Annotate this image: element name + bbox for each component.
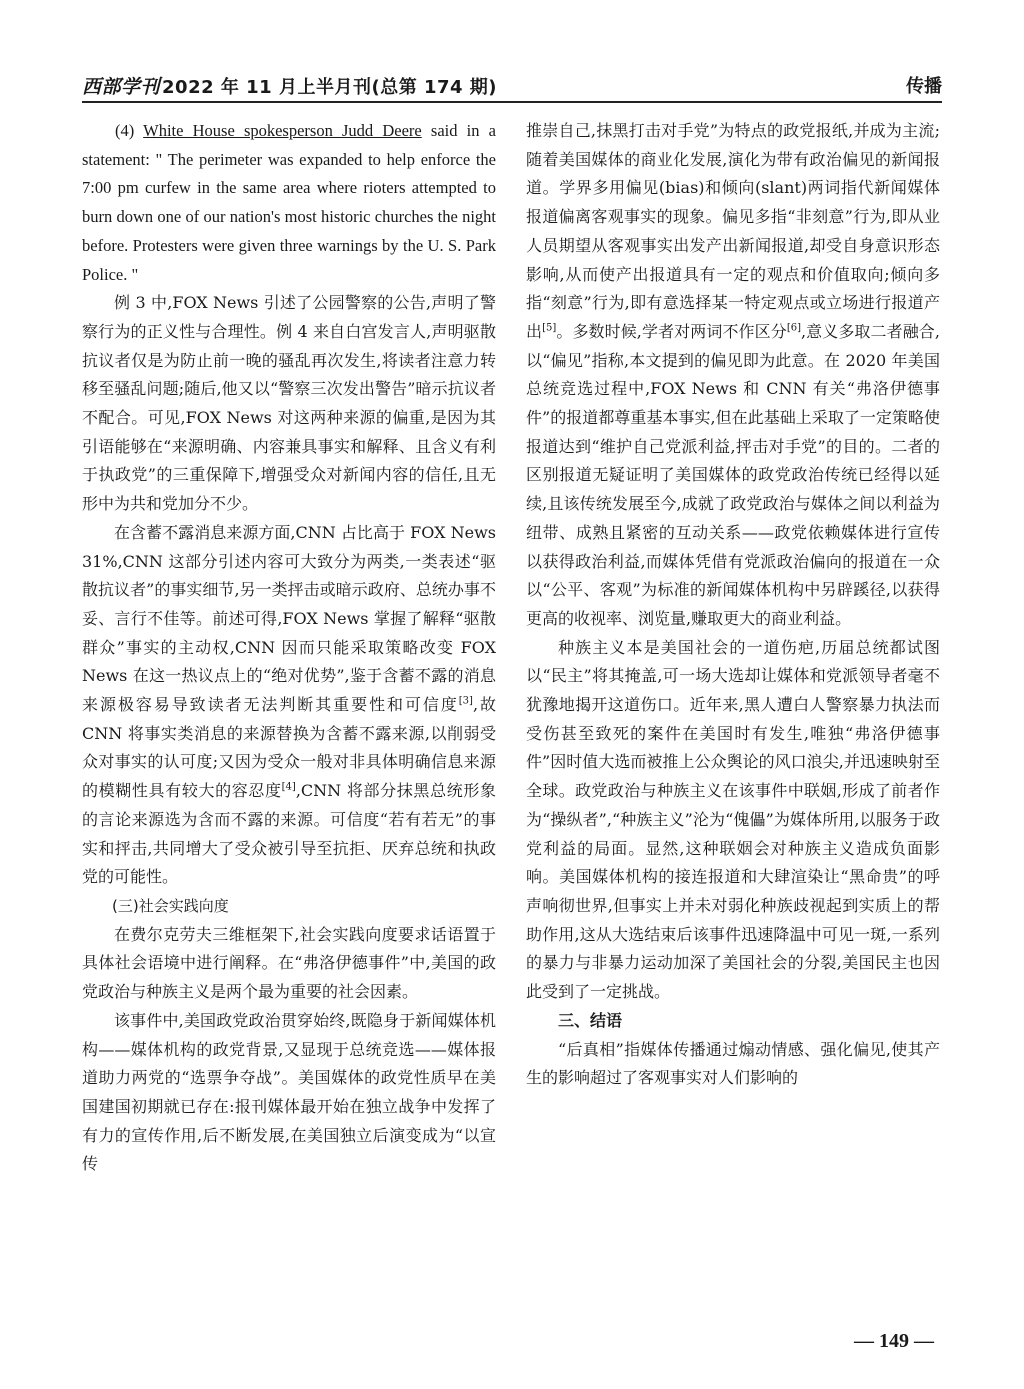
- issue-info: 2022 年 11 月上半月刊(总第 174 期): [162, 77, 498, 98]
- running-header: [82, 68, 942, 102]
- paragraph: 在费尔克劳夫三维框架下,社会实践向度要求话语置于具体社会语境中进行阐释。在“弗洛伊德事件”中,美国的政党政治与种族主义是两个最为重要的社会因素。: [82, 924, 496, 1002]
- section-name: 传播: [906, 76, 942, 97]
- citation-ref: [5]: [542, 322, 557, 334]
- journal-issue: [82, 72, 497, 99]
- paragraph: 在含蓄不露消息来源方面,CNN 占比高于 FOX News 31%,CNN 这部分引述内容可大致分为两类,一类表述“驱散抗议者”的事实细节,另一类抨击或暗示政府、总统办事不妥、言行不佳等。前述可得,FOX News 掌握了解释“驱散群众”事实的主动权,CNN 因而只能采取策略改变 FOX News 在这一热议点上的“绝对优势”,鉴于含蓄不露的消息来源极容易导致读者无法判断其重要性和可信度[3],故 CNN 将事实类消息的来源替换为含蓄不露来源,以削弱受众对事实的认可度;又因为受众一般对非具体明确信息来源的模糊性具有较大的容忍度[4],CNN 将部分抹黑总统形象的言论来源选为含而不露的来源。可信度“若有若无”的事实和抨击,共同增大了受众被引导至抗拒、厌弃总统和执政党的可能性。: [82, 522, 496, 887]
- section-heading: 三、结语: [558, 1010, 623, 1030]
- paragraph: “后真相”指媒体传播通过煽动情感、强化偏见,使其产生的影响超过了客观事实对人们影响的: [526, 1039, 940, 1088]
- paragraph: 种族主义本是美国社会的一道伤疤,历届总统都试图以“民主”将其掩盖,可一场大选却让媒体和党派领导者毫不犹豫地揭开这道伤口。近年来,黑人遭白人警察暴力执法而受伤甚至致死的案件在美国时有发生,唯独“弗洛伊德事件”因时值大选而被推上公众舆论的风口浪尖,并迅速映射至全球。政党政治与种族主义在该事件中联姻,形成了前者作为“操纵者”,“种族主义”沦为“傀儡”为媒体所用,以服务于政党利益的局面。显然,这种联姻会对种族主义造成负面影响。美国媒体机构的接连报道和大肆渲染让“黑命贵”的呼声响彻世界,但事实上并未对弱化种族歧视起到实质上的帮助作用,这从大选结束后该事件迅速降温中可见一斑,一系列的暴力与非暴力运动加深了美国社会的分裂,美国民主也因此受到了一定挑战。: [526, 637, 940, 1002]
- journal-logo: 西部学刊: [82, 76, 161, 98]
- paragraph: 例 3 中,FOX News 引述了公园警察的公告,声明了警察行为的正义性与合理性。例 4 来自白宫发言人,声明驱散抗议者仅是为防止前一晚的骚乱再次发生,将读者注意力转移至骚乱问题;随后,他又以“警察三次发出警告”暗示抗议者不配合。可见,FOX News 对这两种来源的偏重,是因为其引语能够在“来源明确、内容兼具事实和解释、且含义有利于执政党”的三重保障下,增强受众对新闻内容的信任,且无形中为共和党加分不少。: [82, 293, 496, 514]
- page-number: — 149 —: [854, 1330, 934, 1352]
- example-4-speaker: White House spokesperson Judd Deere: [143, 121, 422, 140]
- left-column: [82, 117, 496, 1179]
- citation-ref: [4]: [281, 781, 296, 793]
- example-4-number: (4): [115, 121, 144, 140]
- subsection-heading: (三)社会实践向度: [112, 896, 229, 915]
- paragraph: 该事件中,美国政党政治贯穿始终,既隐身于新闻媒体机构——媒体机构的政党背景,又显现于总统竞选——媒体报道助力两党的“选票争夺战”。美国媒体的政党性质早在美国建国初期就已存在:报刊媒体最开始在独立战争中发挥了有力的宣传作用,后不断发展,在美国独立后演变成为“以宣传: [82, 1010, 496, 1174]
- right-column: [526, 117, 940, 1093]
- example-4-quote: [82, 117, 496, 289]
- citation-ref: [3]: [458, 695, 473, 707]
- example-4-text: said in a statement: " The perimeter was expanded to help enforce the 7:00 pm curfew in the same area where rioters attempted to burn down one of our nation's most historic churches the night before. Protesters were given three warnings by the U. S. Park Police. ": [82, 121, 496, 284]
- citation-ref: [6]: [786, 322, 801, 334]
- paragraph: 推崇自己,抹黑打击对手党”为特点的政党报纸,并成为主流;随着美国媒体的商业化发展,演化为带有政治偏见的新闻报道。学界多用偏见(bias)和倾向(slant)两词指代新闻媒体报道偏离客观事实的现象。偏见多指“非刻意”行为,即从业人员期望从客观事实出发产出新闻报道,却受自身意识形态影响,从而使产出报道具有一定的观点和价值取向;倾向多指“刻意”行为,即有意选择某一特定观点或立场进行报道产出[5]。多数时候,学者对两词不作区分[6],意义多取二者融合,以“偏见”指称,本文提到的偏见即为此意。在 2020 年美国总统竞选过程中,FOX News 和 CNN 有关“弗洛伊德事件”的报道都尊重基本事实,但在此基础上采取了一定策略使报道达到“维护自己党派利益,抨击对手党”的目的。二者的区别报道无疑证明了美国媒体的政党政治传统已经得以延续,且该传统发展至今,成就了政党政治与媒体之间以利益为纽带、成熟且紧密的互动关系——政党依赖媒体进行宣传以获得政治利益,而媒体凭借有党派政治偏向的报道在一众以“公平、客观”为标准的新闻媒体机构中另辟蹊径,以获得更高的收视率、浏览量,赚取更大的商业利益。: [526, 121, 940, 628]
- header-rule: [82, 101, 942, 103]
